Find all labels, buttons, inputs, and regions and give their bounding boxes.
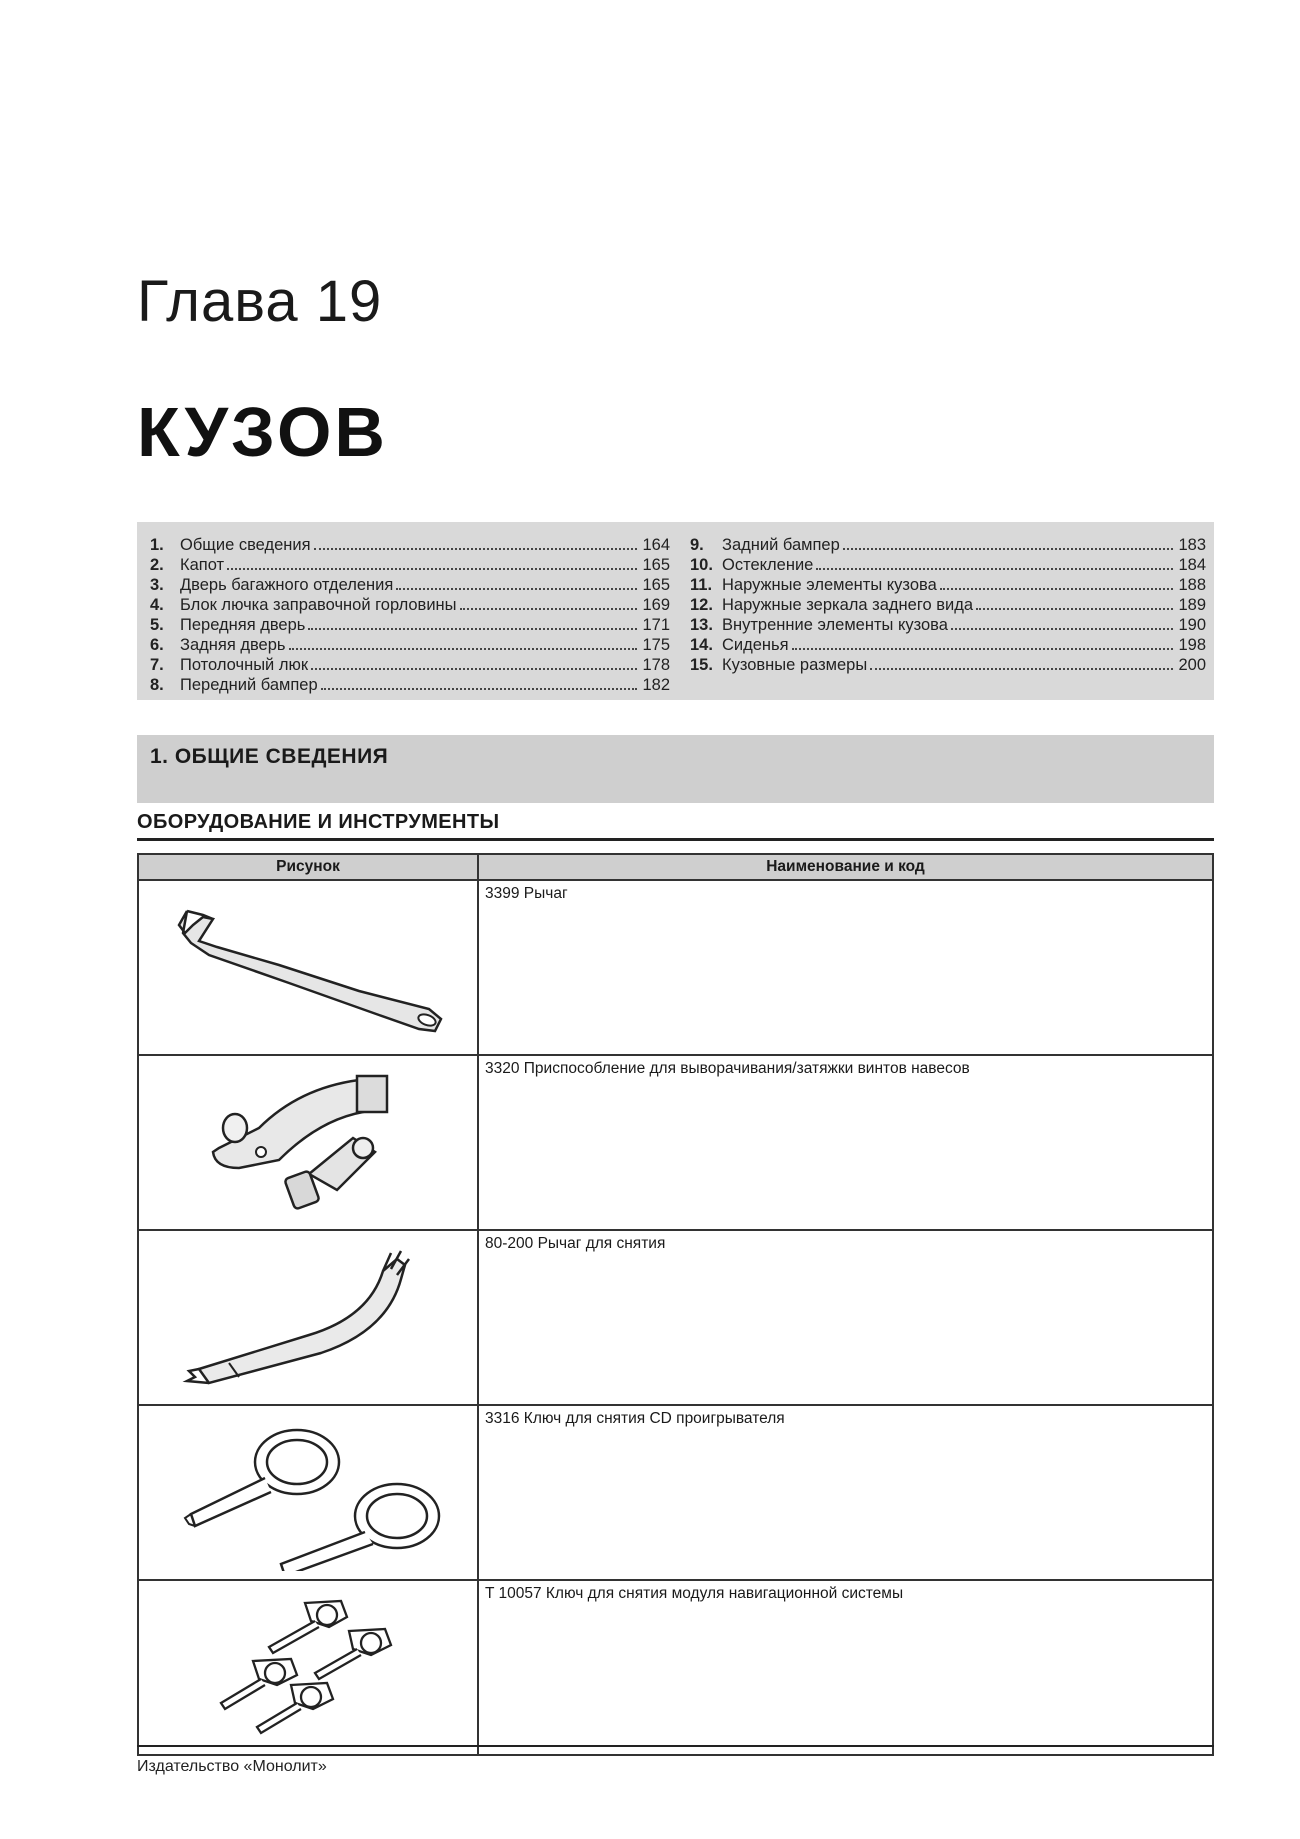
toc-item-title: Передний бампер [180, 676, 318, 694]
toc-item-number: 5. [150, 616, 164, 634]
section-header-bar [137, 735, 1214, 803]
toc-item[interactable] [690, 615, 1206, 635]
table-row [138, 1230, 1213, 1405]
lever-tool-icon [139, 881, 477, 1046]
toc-item[interactable] [690, 575, 1206, 595]
tool-picture-cell [138, 1230, 478, 1405]
toc-item-title: Наружные элементы кузова [722, 576, 937, 594]
toc-leader [396, 575, 637, 590]
column-header-name: Наименование и код [478, 854, 1213, 880]
toc-item-page: 190 [1178, 616, 1206, 634]
toc-item[interactable] [150, 595, 670, 615]
toc-item-page: 169 [642, 596, 670, 614]
toc-item[interactable] [150, 655, 670, 675]
toc-item-title: Кузовные размеры [722, 656, 868, 674]
toc-item-number: 2. [150, 556, 164, 574]
toc-item-number: 4. [150, 596, 164, 614]
toc-leader [460, 595, 637, 610]
toc-item-number: 1. [150, 536, 164, 554]
toc-item-title: Блок лючка заправочной горловины [180, 596, 457, 614]
chapter-title: КУЗОВ [137, 393, 388, 471]
toc-item-page: 198 [1178, 636, 1206, 654]
toc-item-title: Общие сведения [180, 536, 311, 554]
toc-leader [870, 655, 1173, 670]
toc-item-page: 178 [642, 656, 670, 674]
toc-leader [792, 635, 1173, 650]
table-row [138, 1405, 1213, 1580]
toc-item-number: 3. [150, 576, 164, 594]
toc-item[interactable] [150, 555, 670, 575]
toc-leader [976, 595, 1173, 610]
table-row [138, 1580, 1213, 1755]
toc-item-page: 164 [642, 536, 670, 554]
tool-name-cell: 3320 Приспособление для выворачивания/затяжки винтов навесов [478, 1055, 1213, 1230]
toc-item-number: 11. [690, 576, 713, 594]
toc-item-page: 188 [1178, 576, 1206, 594]
toc-item[interactable] [690, 555, 1206, 575]
tool-name-cell: 3316 Ключ для снятия CD проигрывателя [478, 1405, 1213, 1580]
toc-item[interactable] [690, 655, 1206, 675]
toc-leader [843, 535, 1173, 550]
toc-column-left [150, 535, 670, 695]
toc-item-title: Передняя дверь [180, 616, 306, 634]
tool-picture-cell [138, 1055, 478, 1230]
toc-item-page: 175 [642, 636, 670, 654]
toc-item[interactable] [690, 595, 1206, 615]
tool-name-cell: 80-200 Рычаг для снятия [478, 1230, 1213, 1405]
toc-item-title: Наружные зеркала заднего вида [722, 596, 974, 614]
tool-name-cell: 3399 Рычаг [478, 880, 1213, 1055]
subsection-rule [137, 838, 1214, 841]
toc-item[interactable] [150, 635, 670, 655]
toc-item-page: 165 [642, 556, 670, 574]
footer-publisher: Издательство «Монолит» [137, 1758, 327, 1775]
toc-leader [289, 635, 638, 650]
toc-item[interactable] [150, 575, 670, 595]
hinge-bolt-tool-icon [139, 1056, 477, 1221]
toc-item-title: Сиденья [722, 636, 789, 654]
toc-item-title: Потолочный люк [180, 656, 309, 674]
toc-column-right [690, 535, 1206, 675]
toc-item-number: 7. [150, 656, 164, 674]
toc-item-title: Задняя дверь [180, 636, 286, 654]
subsection-title: ОБОРУДОВАНИЕ И ИНСТРУМЕНТЫ [137, 811, 500, 833]
toc-leader [314, 535, 637, 550]
toc-item-page: 189 [1178, 596, 1206, 614]
toc-leader [951, 615, 1173, 630]
toc-item-title: Остекление [722, 556, 814, 574]
tool-picture-cell [138, 1580, 478, 1755]
toc-item[interactable] [150, 675, 670, 695]
toc-leader [227, 555, 637, 570]
toc-leader [321, 675, 637, 690]
toc-item-number: 10. [690, 556, 713, 574]
chapter-label: Глава 19 [137, 269, 383, 334]
toc-leader [940, 575, 1173, 590]
toc-item-page: 165 [642, 576, 670, 594]
toc-item[interactable] [150, 615, 670, 635]
toc-item-title: Внутренние элементы кузова [722, 616, 948, 634]
table-header-row [138, 854, 1213, 880]
tool-name-cell: T 10057 Ключ для снятия модуля навигационной системы [478, 1580, 1213, 1755]
cd-player-key-icon [139, 1406, 477, 1571]
toc-item[interactable] [690, 535, 1206, 555]
tool-picture-cell [138, 880, 478, 1055]
toc-item-number: 9. [690, 536, 704, 554]
toc-item-title: Задний бампер [722, 536, 840, 554]
toc-item-number: 8. [150, 676, 164, 694]
toc-item-number: 15. [690, 656, 713, 674]
toc-item-page: 183 [1178, 536, 1206, 554]
section-title: 1. ОБЩИЕ СВЕДЕНИЯ [150, 745, 389, 768]
toc-leader [308, 615, 637, 630]
toc-item-number: 12. [690, 596, 713, 614]
table-of-contents [137, 522, 1214, 700]
toc-item-page: 184 [1178, 556, 1206, 574]
column-header-picture: Рисунок [138, 854, 478, 880]
table-row [138, 1055, 1213, 1230]
toc-leader [816, 555, 1173, 570]
tools-table [137, 853, 1214, 1756]
toc-item-page: 182 [642, 676, 670, 694]
toc-item-number: 6. [150, 636, 164, 654]
toc-item-page: 171 [642, 616, 670, 634]
removal-lever-icon [139, 1231, 477, 1396]
toc-item[interactable] [150, 535, 670, 555]
toc-item-title: Капот [180, 556, 225, 574]
toc-leader [311, 655, 637, 670]
navigation-module-key-icon [139, 1581, 477, 1746]
toc-item-page: 200 [1178, 656, 1206, 674]
tool-picture-cell [138, 1405, 478, 1580]
table-row [138, 880, 1213, 1055]
toc-item-number: 13. [690, 616, 713, 634]
toc-item[interactable] [690, 635, 1206, 655]
toc-item-number: 14. [690, 636, 713, 654]
toc-item-title: Дверь багажного отделения [180, 576, 394, 594]
footer-rule [137, 1745, 1214, 1747]
